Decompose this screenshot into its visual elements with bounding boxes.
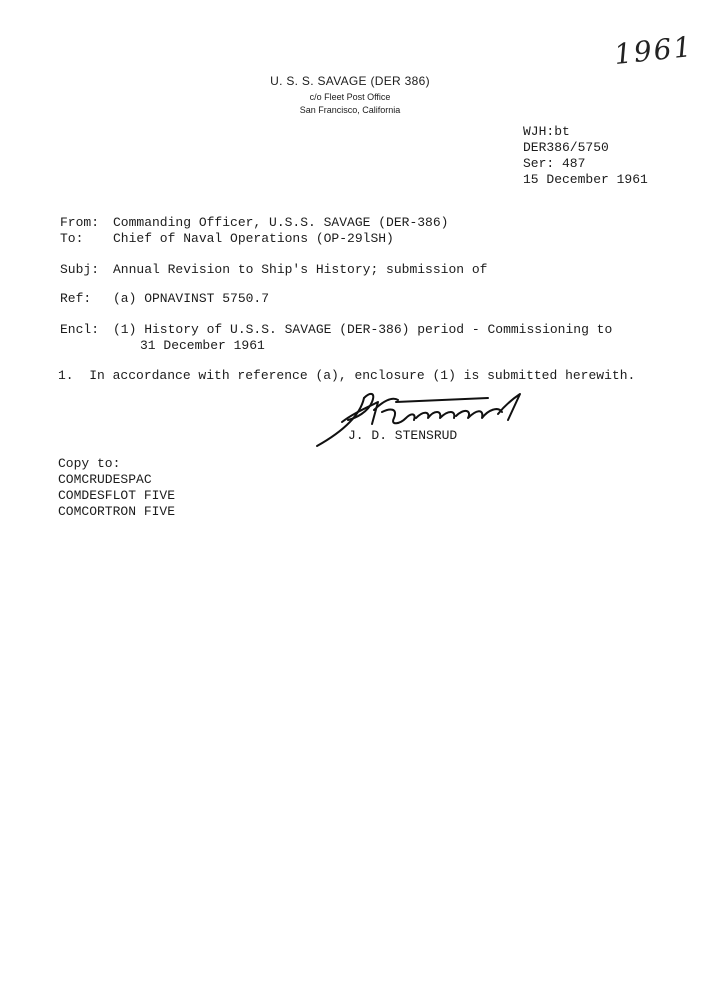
to-value: Chief of Naval Operations (OP-29lSH) xyxy=(113,231,394,246)
copy-to-heading: Copy to: xyxy=(58,456,121,471)
letterhead-address-line2: San Francisco, California xyxy=(299,105,401,115)
copy-recipient: COMCORTRON FIVE xyxy=(58,504,176,519)
letterhead-address-line1: c/o Fleet Post Office xyxy=(309,92,391,102)
subject-value: Annual Revision to Ship's History; submission of xyxy=(113,262,488,277)
reference-block xyxy=(523,124,648,188)
copy-recipient: COMCRUDESPAC xyxy=(58,472,152,487)
file-number: DER386/5750 xyxy=(523,140,609,155)
copy-to-section xyxy=(58,456,175,520)
subject-label: Subj: xyxy=(60,262,100,277)
handwritten-year-annotation: 1961 xyxy=(612,29,695,72)
enclosure-value-line1: (1) History of U.S.S. SAVAGE (DER-386) period - Commissioning to xyxy=(113,322,613,337)
reference-label: Ref: xyxy=(60,291,92,306)
serial-number: Ser: 487 xyxy=(523,156,586,171)
letter-date: 15 December 1961 xyxy=(523,172,648,187)
paragraph-1: 1. In accordance with reference (a), enclosure (1) is submitted herewith. xyxy=(58,368,636,383)
from-value: Commanding Officer, U.S.S. SAVAGE (DER-386) xyxy=(113,215,449,230)
initials: WJH:bt xyxy=(523,124,570,139)
reference-value: (a) OPNAVINST 5750.7 xyxy=(113,291,270,306)
to-label: To: xyxy=(60,231,84,246)
copy-recipient: COMDESFLOT FIVE xyxy=(58,488,176,503)
from-label: From: xyxy=(60,215,100,230)
enclosure-value-line2: 31 December 1961 xyxy=(140,338,265,353)
signer-typed-name: J. D. STENSRUD xyxy=(348,428,458,443)
letterhead-ship-name: U. S. S. SAVAGE (DER 386) xyxy=(270,74,430,88)
enclosure-label: Encl: xyxy=(60,322,100,337)
